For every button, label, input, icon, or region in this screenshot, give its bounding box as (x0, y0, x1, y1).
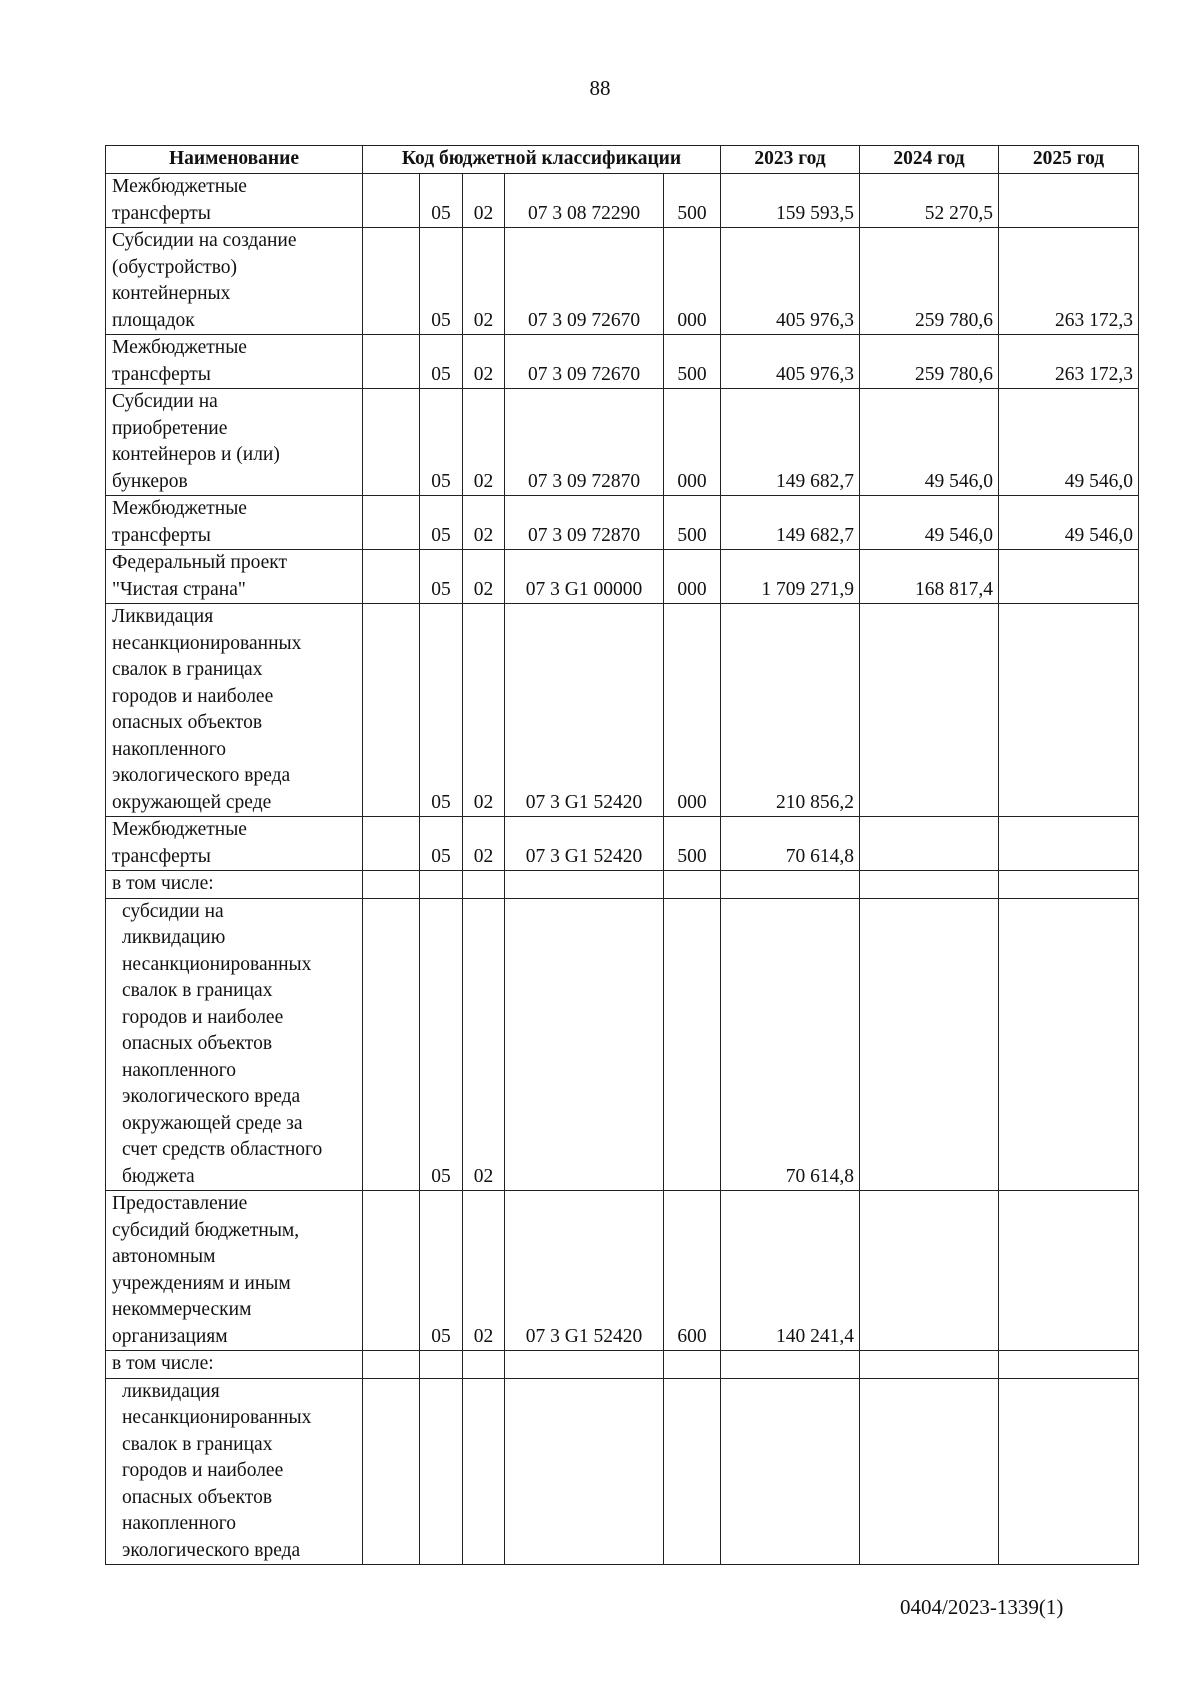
cell-value-2025: 263 172,3 (999, 335, 1139, 389)
cell-value-2023: 70 614,8 (721, 898, 860, 1191)
cell-code-subsection: 02 (463, 228, 505, 335)
table-row (106, 1191, 1139, 1351)
cell-code-subsection (463, 871, 505, 899)
cell-code-type: 500 (664, 174, 721, 228)
page-number: 88 (589, 76, 611, 100)
cell-value-2023: 70 614,8 (721, 817, 860, 871)
cell-code-subsection: 02 (463, 1191, 505, 1351)
cell-code-type: 500 (664, 817, 721, 871)
cell-value-2024: 49 546,0 (860, 496, 999, 550)
cell-value-2023 (721, 1378, 860, 1565)
cell-code-section: 05 (420, 1191, 463, 1351)
cell-name: Межбюджетные трансферты (106, 496, 363, 550)
cell-code-1 (363, 335, 420, 389)
cell-value-2025 (999, 817, 1139, 871)
cell-code-target: 07 3 G1 52420 (505, 604, 664, 817)
cell-value-2023: 149 682,7 (721, 496, 860, 550)
table-row (106, 898, 1139, 1191)
cell-value-2024: 259 780,6 (860, 335, 999, 389)
cell-code-type (664, 1351, 721, 1379)
cell-code-subsection: 02 (463, 496, 505, 550)
table-row (106, 335, 1139, 389)
cell-name: субсидии на ликвидацию несанкционированных свалок в границах городов и наиболее опасных объектов накопленного экологического вреда окружающей среде за счет средств областного бюджета (106, 898, 363, 1191)
cell-code-section: 05 (420, 496, 463, 550)
cell-code-type (664, 871, 721, 899)
cell-name: ликвидация несанкционированных свалок в границах городов и наиболее опасных объектов накопленного экологического вреда (106, 1378, 363, 1565)
cell-code-1 (363, 1351, 420, 1379)
cell-code-1 (363, 389, 420, 496)
table-row (106, 604, 1139, 817)
cell-code-section (420, 871, 463, 899)
cell-code-type: 000 (664, 550, 721, 604)
cell-value-2023: 140 241,4 (721, 1191, 860, 1351)
cell-code-type: 500 (664, 496, 721, 550)
cell-code-section (420, 1351, 463, 1379)
cell-code-subsection: 02 (463, 604, 505, 817)
cell-value-2024: 259 780,6 (860, 228, 999, 335)
cell-code-target: 07 3 09 72670 (505, 335, 664, 389)
cell-code-1 (363, 496, 420, 550)
cell-code-target: 07 3 08 72290 (505, 174, 664, 228)
cell-code-1 (363, 871, 420, 899)
cell-code-section: 05 (420, 174, 463, 228)
cell-code-1 (363, 898, 420, 1191)
cell-value-2025 (999, 871, 1139, 899)
cell-code-1 (363, 174, 420, 228)
cell-value-2025: 49 546,0 (999, 389, 1139, 496)
cell-name: Межбюджетные трансферты (106, 174, 363, 228)
cell-code-section: 05 (420, 228, 463, 335)
cell-code-type: 000 (664, 228, 721, 335)
cell-code-1 (363, 550, 420, 604)
cell-code-1 (363, 604, 420, 817)
cell-code-target: 07 3 G1 00000 (505, 550, 664, 604)
cell-code-1 (363, 1191, 420, 1351)
cell-value-2025 (999, 550, 1139, 604)
cell-code-subsection: 02 (463, 550, 505, 604)
cell-value-2024 (860, 604, 999, 817)
header-2023: 2023 год (721, 146, 860, 174)
cell-value-2023: 1 709 271,9 (721, 550, 860, 604)
cell-code-target (505, 1351, 664, 1379)
table-row (106, 228, 1139, 335)
cell-code-target: 07 3 G1 52420 (505, 1191, 664, 1351)
cell-value-2025 (999, 1378, 1139, 1565)
cell-value-2023: 210 856,2 (721, 604, 860, 817)
cell-name: Предоставление субсидий бюджетным, автономным учреждениям и иным некоммерческим организациям (106, 1191, 363, 1351)
cell-value-2025 (999, 1351, 1139, 1379)
cell-code-type (664, 898, 721, 1191)
cell-code-section (420, 1378, 463, 1565)
cell-name: в том числе: (106, 871, 363, 899)
document-code: 0404/2023-1339(1) (900, 1595, 1064, 1619)
cell-name: в том числе: (106, 1351, 363, 1379)
table-body (106, 174, 1139, 1565)
cell-code-type (664, 1378, 721, 1565)
cell-code-type: 000 (664, 604, 721, 817)
cell-value-2024: 49 546,0 (860, 389, 999, 496)
header-name: Наименование (106, 146, 363, 174)
cell-name: Ликвидация несанкционированных свалок в границах городов и наиболее опасных объектов накопленного экологического вреда окружающей среде (106, 604, 363, 817)
table-row (106, 496, 1139, 550)
table-row (106, 174, 1139, 228)
cell-value-2025 (999, 1191, 1139, 1351)
cell-value-2023 (721, 1351, 860, 1379)
header-code: Код бюджетной классификации (363, 146, 721, 174)
cell-code-subsection: 02 (463, 335, 505, 389)
cell-name: Межбюджетные трансферты (106, 335, 363, 389)
table-row (106, 1378, 1139, 1565)
table-row (106, 871, 1139, 899)
cell-value-2024: 52 270,5 (860, 174, 999, 228)
cell-name: Субсидии на приобретение контейнеров и (или) бункеров (106, 389, 363, 496)
cell-code-type: 500 (664, 335, 721, 389)
table-row (106, 389, 1139, 496)
cell-code-section: 05 (420, 389, 463, 496)
cell-value-2023: 149 682,7 (721, 389, 860, 496)
cell-code-1 (363, 1378, 420, 1565)
cell-value-2024 (860, 898, 999, 1191)
budget-table (105, 145, 1139, 1565)
header-2025: 2025 год (999, 146, 1139, 174)
cell-code-subsection (463, 1351, 505, 1379)
cell-value-2025: 49 546,0 (999, 496, 1139, 550)
cell-value-2024 (860, 817, 999, 871)
cell-code-target: 07 3 G1 52420 (505, 817, 664, 871)
cell-code-subsection (463, 1378, 505, 1565)
cell-value-2023: 405 976,3 (721, 228, 860, 335)
cell-value-2024 (860, 1378, 999, 1565)
cell-code-1 (363, 817, 420, 871)
cell-code-section: 05 (420, 604, 463, 817)
cell-value-2024 (860, 1191, 999, 1351)
cell-code-subsection: 02 (463, 898, 505, 1191)
header-row (106, 146, 1139, 174)
cell-code-1 (363, 228, 420, 335)
cell-code-target (505, 871, 664, 899)
cell-code-type: 000 (664, 389, 721, 496)
cell-name: Межбюджетные трансферты (106, 817, 363, 871)
cell-value-2025: 263 172,3 (999, 228, 1139, 335)
cell-value-2025 (999, 174, 1139, 228)
cell-value-2025 (999, 604, 1139, 817)
table-row (106, 550, 1139, 604)
cell-code-target (505, 1378, 664, 1565)
table-row (106, 1351, 1139, 1379)
cell-code-subsection: 02 (463, 817, 505, 871)
cell-value-2025 (999, 898, 1139, 1191)
cell-code-target: 07 3 09 72670 (505, 228, 664, 335)
cell-code-subsection: 02 (463, 389, 505, 496)
cell-value-2023: 405 976,3 (721, 335, 860, 389)
cell-code-target: 07 3 09 72870 (505, 389, 664, 496)
cell-name: Федеральный проект "Чистая страна" (106, 550, 363, 604)
cell-value-2024: 168 817,4 (860, 550, 999, 604)
cell-code-type: 600 (664, 1191, 721, 1351)
table-row (106, 817, 1139, 871)
header-2024: 2024 год (860, 146, 999, 174)
cell-code-target: 07 3 09 72870 (505, 496, 664, 550)
cell-code-section: 05 (420, 898, 463, 1191)
cell-code-section: 05 (420, 335, 463, 389)
cell-value-2024 (860, 871, 999, 899)
cell-code-target (505, 898, 664, 1191)
cell-code-section: 05 (420, 817, 463, 871)
cell-name: Субсидии на создание (обустройство) контейнерных площадок (106, 228, 363, 335)
cell-code-subsection: 02 (463, 174, 505, 228)
cell-code-section: 05 (420, 550, 463, 604)
cell-value-2023: 159 593,5 (721, 174, 860, 228)
cell-value-2024 (860, 1351, 999, 1379)
cell-value-2023 (721, 871, 860, 899)
